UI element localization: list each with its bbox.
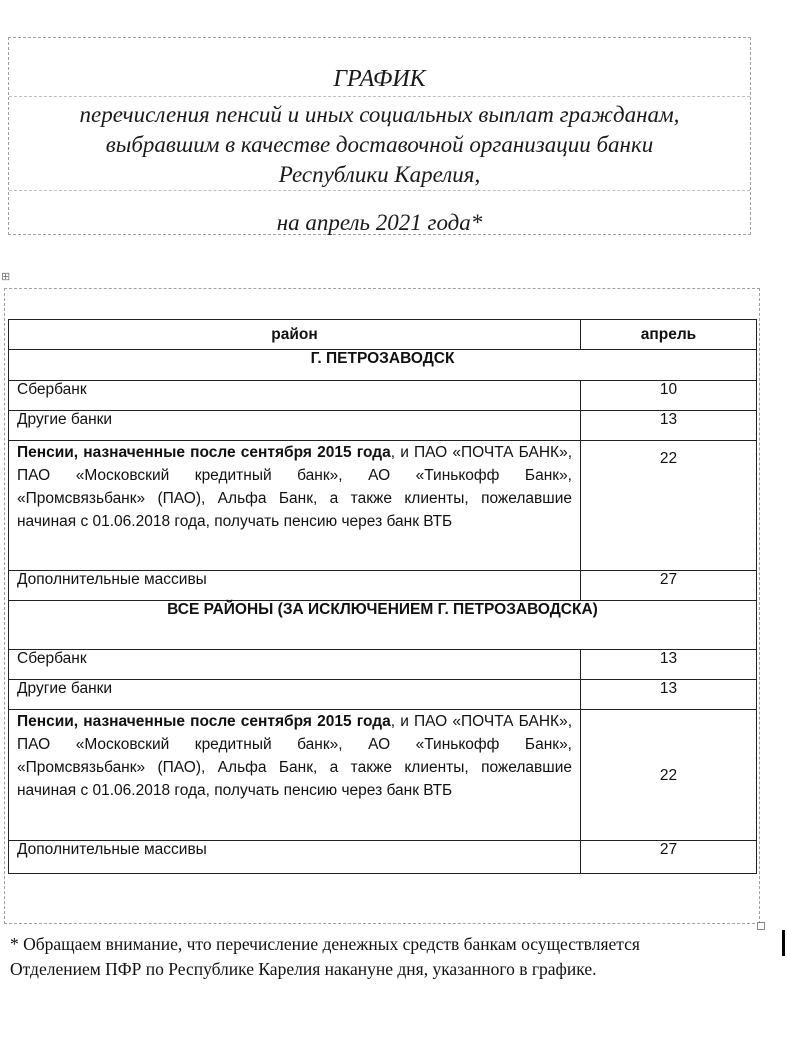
table-row xyxy=(9,441,757,571)
row-value: 27 xyxy=(581,571,757,601)
row-value: 27 xyxy=(581,841,757,874)
row-label: Сбербанк xyxy=(9,650,581,680)
row-label: Другие банки xyxy=(9,411,581,441)
table-row xyxy=(9,841,757,874)
row-label: Дополнительные массивы xyxy=(9,571,581,601)
footnote xyxy=(10,932,787,982)
title-block xyxy=(8,37,751,235)
row-label xyxy=(9,710,581,841)
table-row xyxy=(9,411,757,441)
row-label: Сбербанк xyxy=(9,381,581,411)
footnote-line-1: * Обращаем внимание, что перечисление денежных средств банкам осуществляется xyxy=(10,934,640,954)
footnote-line-2: Отделением ПФР по Республике Карелия накануне дня, указанного в графике. xyxy=(10,959,597,979)
section-heading: Г. ПЕТРОЗАВОДСК xyxy=(9,350,757,381)
row-value: 13 xyxy=(581,411,757,441)
row-value: 10 xyxy=(581,381,757,411)
text-cursor xyxy=(782,930,785,956)
header-district: район xyxy=(9,320,581,350)
table-resize-handle[interactable] xyxy=(757,922,765,930)
table-row xyxy=(9,381,757,411)
section-heading: ВСЕ РАЙОНЫ (ЗА ИСКЛЮЧЕНИЕМ Г. ПЕТРОЗАВОДСКА) xyxy=(9,601,757,650)
table-row xyxy=(9,571,757,601)
guide-line xyxy=(9,190,750,191)
section-heading-row xyxy=(9,350,757,381)
table-row xyxy=(9,650,757,680)
row-label: Другие банки xyxy=(9,680,581,710)
table-header-row xyxy=(9,320,757,350)
row-value: 13 xyxy=(581,680,757,710)
section-heading-row xyxy=(9,601,757,650)
doc-title: ГРАФИК xyxy=(333,66,426,92)
table-row xyxy=(9,710,757,841)
row-label xyxy=(9,441,581,571)
subtitle-line-1: перечисления пенсий и иных социальных выплат гражданам, xyxy=(79,102,680,127)
row-value: 22 xyxy=(581,441,757,571)
row-label-bold: Пенсии, назначенные после сентября 2015 года xyxy=(17,444,391,461)
row-label-bold: Пенсии, назначенные после сентября 2015 года xyxy=(17,713,391,730)
header-april: апрель xyxy=(581,320,757,350)
subtitle-period: на апрель 2021 года* xyxy=(276,210,483,235)
row-label-rest: , и ПАО «ПОЧТА БАНК», ПАО «Московский кредитный банк», АО «Тинькофф Банк», «Промсвязьбанк» (ПАО), Альфа Банк, а также клиенты, пожелавшие начиная с 01.06.2018 года, получать пенсию через банк ВТБ xyxy=(17,713,572,799)
subtitle-line-3: Республики Карелия, xyxy=(278,162,481,187)
schedule-table xyxy=(8,319,757,874)
row-value: 13 xyxy=(581,650,757,680)
row-label: Дополнительные массивы xyxy=(9,841,581,874)
table-row xyxy=(9,680,757,710)
row-value: 22 xyxy=(581,710,757,841)
subtitle-line-2: выбравшим в качестве доставочной организации банки xyxy=(105,132,654,157)
table-anchor-icon[interactable]: ⊞ xyxy=(1,271,11,283)
guide-line xyxy=(9,96,750,97)
row-label-rest: , и ПАО «ПОЧТА БАНК», ПАО «Московский кредитный банк», АО «Тинькофф Банк», «Промсвязьбанк» (ПАО), Альфа Банк, а также клиенты, пожелавшие начиная с 01.06.2018 года, получать пенсию через банк ВТБ xyxy=(17,444,572,530)
